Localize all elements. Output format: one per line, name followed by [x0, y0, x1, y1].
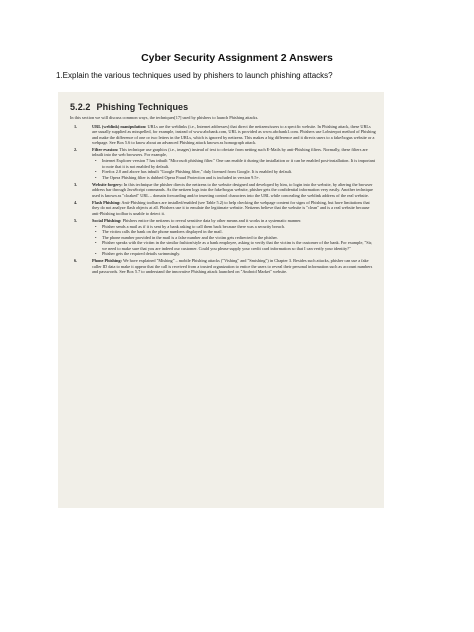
- item-number: 5.: [74, 217, 78, 223]
- technique-item: [70, 147, 376, 181]
- bullet-icon: •: [95, 223, 97, 229]
- bullet-icon: •: [95, 158, 97, 164]
- bullet-item: [92, 175, 376, 181]
- technique-list: [70, 124, 376, 275]
- bullet-icon: •: [95, 174, 97, 180]
- item-text: We have explained "Mishing" – mobile Phishing attacks ("Vishing" and "Smishing") in Chapter 3. Besides such attacks, phisher can use a fake caller ID data to make it appear that the call is received from a trusted organization to entice the users to reveal their personal information such as account numbers and passwords. See Box 5.7 to understand the innovative Phishing attack launched on "Android Market" website.: [92, 258, 373, 275]
- section-heading: [70, 102, 376, 112]
- item-number: 1.: [74, 123, 78, 129]
- bullet-icon: •: [95, 251, 97, 257]
- item-bullet-list: [92, 224, 376, 257]
- item-text: This technique use graphics (i.e., images) instead of text to obviate from netting such E-Mails by anti-Phishing filters. Normally, these filters are inbuilt into the web browsers. For example,: [92, 146, 368, 158]
- item-text: In this technique the phisher directs the netizens to the website designed and developed by him, to login into the website, by altering the browser address bar through JavaScript commands. As the netizen logs into the fake/bogus website, phisher gets the confidential information very easily. Another technique used is known as "cloaked" URL – domain forwarding and/or inserting control characters into the URL while concealing the weblink address of the real website.: [92, 181, 373, 198]
- question-text: 1.Explain the various techniques used by phishers to launch phishing attacks?: [56, 71, 333, 80]
- technique-item: [70, 182, 376, 199]
- bullet-text: The victim calls the bank on the phone numbers displayed in the mail.: [102, 229, 223, 235]
- technique-item: [70, 258, 376, 275]
- section-intro: In this section we will discuss common ways, the techniques[17] used by phishers to launch Phishing attacks.: [70, 115, 259, 120]
- item-title: Phone Phishing:: [92, 258, 122, 264]
- item-title: Website forgery:: [92, 181, 123, 187]
- technique-item: [70, 200, 376, 217]
- item-text: URLs are the weblinks (i.e., Internet addresses) that direct the netizens/users to a specific website. In Phishing attack, these URLs are usually supplied as misspelled, for example, instead of www.abcbank.com, URL is provided as www.abcbank1.com. Phishers use Lobsterpot method of Phishing and make the difference of one or two letters in the URLs, which is ignored by netizens. This makes a big difference and it directs users to a fake/bogus website or a webpage. See Box 5.6 to know about an advanced Phishing attack known as homograph attack.: [92, 123, 376, 146]
- bullet-icon: •: [95, 229, 97, 235]
- item-bullet-list: [92, 158, 376, 180]
- document-title: Cyber Security Assignment 2 Answers: [141, 52, 333, 64]
- item-title: Flash Phishing:: [92, 199, 121, 205]
- bullet-icon: •: [95, 169, 97, 175]
- bullet-item: [92, 158, 376, 169]
- item-text: Anti-Phishing toolbars are installed/enabled (see Table 5.2) to help checking the webpage content for signs of Phishing, but have limitations that they do not analyze flash objects at all. Phishers use it to emulate the legitimate website. Netizens believe that the website is "clean" and is a real website because anti-Phishing toolbar is unable to detect it.: [92, 199, 370, 216]
- item-number: 6.: [74, 258, 78, 264]
- bullet-text: Internet Explorer version 7 has inbuilt "Microsoft phishing filter." One can enable it during the installation or it can be enabled post-installation. It is important to note that it is not enabled by default.: [102, 158, 375, 169]
- bullet-text: Phisher sends a mail as if it is sent by a bank asking to call them back because there was a security breach.: [102, 223, 285, 229]
- bullet-item: [92, 240, 376, 251]
- item-number: 3.: [74, 181, 78, 187]
- technique-item: [70, 124, 376, 146]
- technique-item: [70, 218, 376, 257]
- item-number: 2.: [74, 146, 78, 152]
- section-number: 5.2.2: [70, 102, 91, 112]
- item-number: 4.: [74, 199, 78, 205]
- bullet-text: Firefox 2.0 and above has inbuilt "Google Phishing filter," duly licensed from Google. It is enabled by default.: [102, 169, 293, 175]
- bullet-icon: •: [95, 234, 97, 240]
- bullet-item: [92, 251, 376, 257]
- item-title: Filter evasion:: [92, 146, 119, 152]
- item-text: Phishers entice the netizens to reveal sensitive data by other means and it works in a systematic manner.: [122, 217, 302, 223]
- bullet-icon: •: [95, 240, 97, 246]
- item-title: URL (weblink) manipulation:: [92, 123, 147, 129]
- item-title: Social Phishing:: [92, 217, 122, 223]
- bullet-text: The phone number provided in the mail is a false number and the victim gets redirected to the phisher.: [102, 234, 278, 240]
- bullet-text: Phisher speaks with the victim in the similar fashion/style as a bank employee, asking to verify that the victim is the customer of the bank. For example, "Sir, we need to make sure that you are indeed our customer. Could you please supply your credit card information so that I can verify your identity?": [102, 240, 373, 251]
- section-title: Phishing Techniques: [96, 102, 189, 112]
- bullet-text: Phisher gets the required details swimmingly.: [102, 251, 181, 257]
- scanned-page-excerpt: [58, 92, 384, 508]
- bullet-text: The Opera Phishing filter is dubbed Opera Fraud Protection and is included in version 9.5+.: [102, 174, 261, 180]
